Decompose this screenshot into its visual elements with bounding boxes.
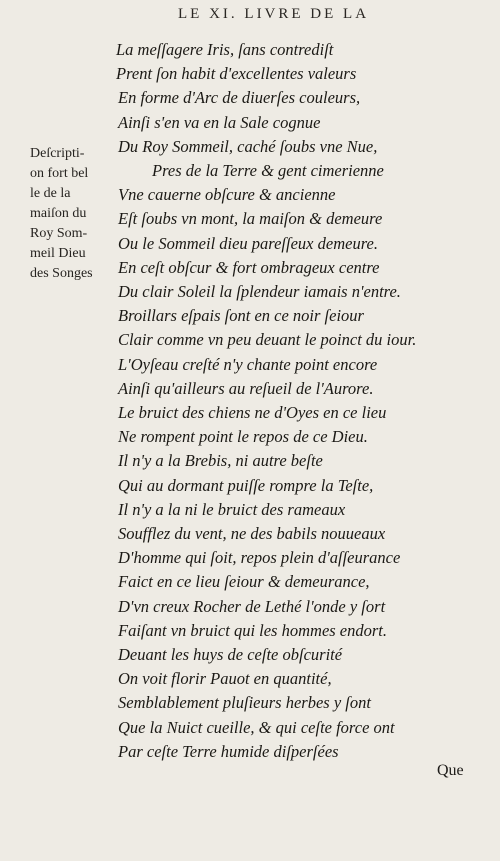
verse-line: Que la Nuict cueille, & qui ceſte force ont <box>118 717 395 737</box>
verse-line: Faiſant vn bruict qui les hommes endort. <box>118 620 388 640</box>
verse-line: Il n'y a la ni le bruict des rameaux <box>118 499 346 519</box>
verse-line: Broillars eſpais ſont en ce noir ſeiour <box>118 306 364 326</box>
verse-line: Du Roy Sommeil, caché ſoubs vne Nue, <box>118 136 378 156</box>
verse-line: Ainſi s'en va en la Sale cognue <box>118 112 321 132</box>
verse-line: Vne cauerne obſcure & ancienne <box>118 185 336 205</box>
gloss-line: maiſon du <box>30 206 87 221</box>
gloss-line: meil Dieu <box>30 246 86 261</box>
verse-line: Le bruict des chiens ne d'Oyes en ce lieu <box>118 403 387 422</box>
gloss-line: Roy Som- <box>30 226 88 241</box>
gloss-line: des Songes <box>30 266 93 281</box>
verse-line: On voit florir Pauot en quantité, <box>118 669 332 689</box>
catchword: Que <box>437 762 464 779</box>
verse-line: Deuant les huys de ceſte obſcurité <box>118 645 343 664</box>
running-header: LE XI. LIVRE DE LA <box>178 6 370 22</box>
verse-line: Clair comme vn peu deuant le poinct du iour. <box>118 330 417 350</box>
verse-line: La meſſagere Iris, ſans contrediſt <box>116 40 334 59</box>
gloss-line: Deſcripti- <box>30 146 85 161</box>
verse-line: En ceſt obſcur & fort ombrageux centre <box>118 257 380 277</box>
verse-line: Il n'y a la Brebis, ni autre beſte <box>118 451 323 471</box>
verse-line: Pres de la Terre & gent cimerienne <box>152 161 384 180</box>
verse-line: Du clair Soleil la ſplendeur iamais n'entre. <box>118 282 401 301</box>
verse-line: Prent ſon habit d'excellentes valeurs <box>116 64 357 84</box>
verse-line: Soufflez du vent, ne des babils nouueaux <box>118 524 386 543</box>
gloss-line: le de la <box>30 186 71 201</box>
verse-line: Ne rompent point le repos de ce Dieu. <box>118 427 368 447</box>
verse-line: Ou le Sommeil dieu pareſſeux demeure. <box>118 233 378 253</box>
gloss-line: on fort bel <box>30 166 89 181</box>
verse-line: Ainſi qu'ailleurs au reſueil de l'Aurore. <box>118 378 374 398</box>
verse-line: Faict en ce lieu ſeiour & demeurance, <box>118 572 370 592</box>
verse-line: D'homme qui ſoit, repos plein d'aſſeurance <box>118 548 401 568</box>
margin-gloss <box>30 144 114 284</box>
verse-line: En forme d'Arc de diuerſes couleurs, <box>118 88 361 108</box>
verse-line: Qui au dormant puiſſe rompre la Teſte, <box>118 475 374 495</box>
verse-line: Semblablement pluſieurs herbes y ſont <box>118 693 371 713</box>
verse-line: Eſt ſoubs vn mont, la maiſon & demeure <box>118 209 383 229</box>
verse-line: Par ceſte Terre humide diſperſées <box>118 741 339 761</box>
verse-line: L'Oyſeau creſté n'y chante point encore <box>118 354 378 374</box>
verse-line: D'vn creux Rocher de Lethé l'onde y ſort <box>118 596 386 616</box>
